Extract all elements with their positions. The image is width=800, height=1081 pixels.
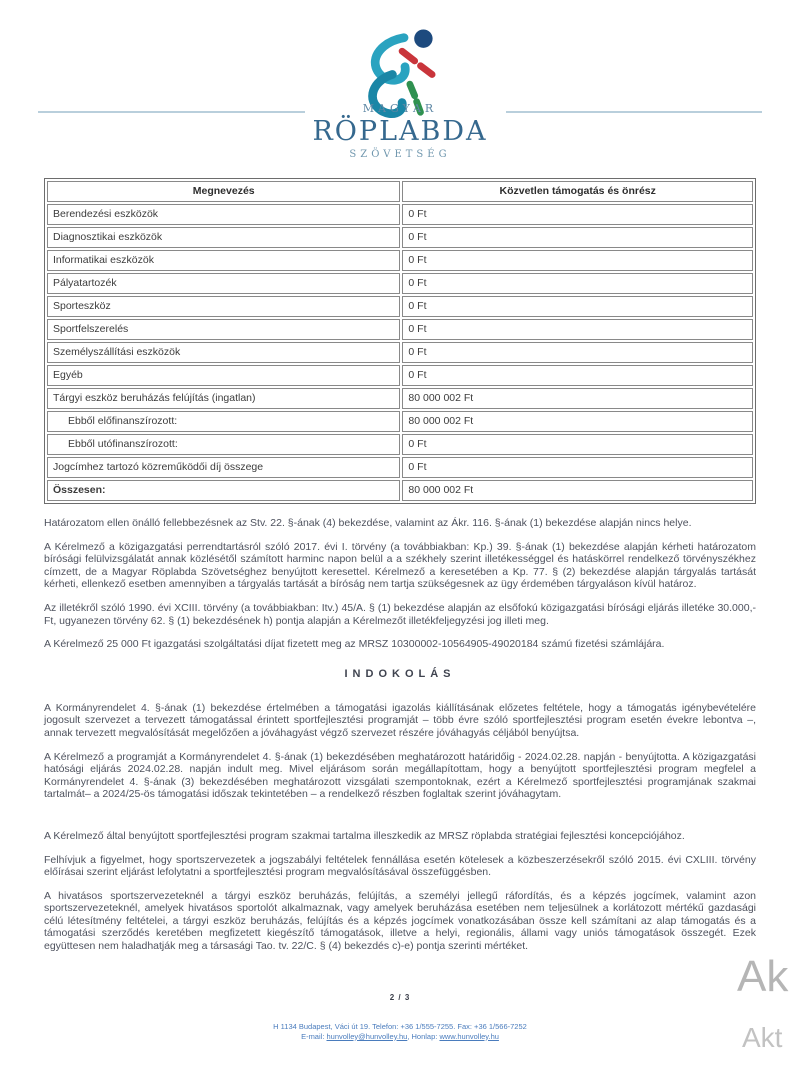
row-label: Diagnosztikai eszközök xyxy=(47,227,400,248)
table-header-row xyxy=(47,181,753,202)
paragraph-judicial-review: A Kérelmező a közigazgatási perrendtartásról szóló 2017. évi I. törvény (a továbbiakban: Kp.) 39. §-ának (1) bekezdése alapján kérheti határozatom bírósági felülvizsgálatát annak közlésétől számított harminc napon belül a a székhely szerint illetékességgel és hatáskörrel rendelkező törvényszékhez címzett, de a Magyar Röplabda Szövetséghez benyújtott keresettel. Kérelmező a keresetében a Kp. 77. § (2) bekezdése alapján tárgyalás tartását kérheti, ellenkező esetben amennyiben a tárgyalás tartását a bíróság nem tartja szükségesnek az ügy érdemében tárgyaláson kívül határoz. xyxy=(44,540,756,591)
logo-text-magyar: MAGYAR xyxy=(362,102,438,115)
paragraph-submission-deadline: A Kérelmező a programját a Kormányrendelet 4. §-ának (1) bekezdésében meghatározott határidőig - 2024.02.28. napján - benyújtotta. A közigazgatási hatósági eljárás 2024.02.28. napján indult meg. Mivel eljárásom során megállapítottam, hogy a benyújtott sportfejlesztési program megfelel a Kormányrendelet 4. §-ának (3) bekezdésében meghatározott vizsgálati szempontoknak, ezért a Kérelmező sportfejlesztési programjának szakmai tartalmát– a 2024/25-ös támogatási időszak tekintetében – a rendelkező részben foglaltak szerint jóváhagytam. xyxy=(44,750,756,801)
paragraph-fee-paid: A Kérelmező 25 000 Ft igazgatási szolgáltatási díjat fizetett meg az MRSZ 10300002-10564905-49020184 számú fizetési számlájára. xyxy=(44,638,665,651)
row-label: Sportfelszerelés xyxy=(47,319,400,340)
document-body xyxy=(44,517,756,953)
table-row xyxy=(47,457,753,478)
row-value: 0 Ft xyxy=(402,204,753,225)
row-label: Informatikai eszközök xyxy=(47,250,400,271)
row-value: 0 Ft xyxy=(402,365,753,386)
column-header-megnevezes: Megnevezés xyxy=(47,181,400,202)
table-row xyxy=(47,319,753,340)
paragraph-strategy-fit: A Kérelmező által benyújtott sportfejlesztési program szakmai tartalma illeszkedik az MRSZ röplabda stratégiai fejlesztési koncepciójához. xyxy=(44,829,685,842)
row-value: 80 000 002 Ft xyxy=(402,388,753,409)
footer-email-label: E-mail: xyxy=(301,1031,327,1041)
row-value: 80 000 002 Ft xyxy=(402,411,753,432)
row-label: Berendezési eszközök xyxy=(47,204,400,225)
table-row xyxy=(47,411,753,432)
row-label: Sporteszköz xyxy=(47,296,400,317)
paragraph-decree-condition: A Kormányrendelet 4. §-ának (1) bekezdése értelmében a támogatási igazolás kiállításának előzetes feltétele, hogy a támogatás igénybevételére jogosult szervezet a tervezett támogatással érintett sportfejlesztési programját – több évre szóló sportfejlesztési program esetén évekre lebontva –, annak tervezett megvalósítását megelőzően a jóváhagyást végző szervezet részére jóváhagyás céljából benyújtsa. xyxy=(44,701,756,739)
table-row xyxy=(47,250,753,271)
table-row xyxy=(47,342,753,363)
section-heading-indokolas: INDOKOLÁS xyxy=(344,667,456,680)
table-row xyxy=(47,273,753,294)
paragraph-duty: Az illetékről szóló 1990. évi XCIII. törvény (a továbbiakban: Itv.) 45/A. § (1) bekezdése alapján az elsőfokú közigazgatási bírósági eljárás illetéke 30.000,- Ft, ugyanezen törvény 62. § (1) bekezdésének h) pontja alapján a Kérelmezőt illetékfeljegyzési jog illeti meg. xyxy=(44,601,756,627)
row-label: Egyéb xyxy=(47,365,400,386)
row-label: Pályatartozék xyxy=(47,273,400,294)
table-row-total xyxy=(47,480,753,501)
row-value: 0 Ft xyxy=(402,457,753,478)
row-label: Ebből előfinanszírozott: xyxy=(47,411,400,432)
paragraph-appeal: Határozatom ellen önálló fellebbezésnek az Stv. 22. §-ának (4) bekezdése, valamint az Ákr. 116. §-ának (1) bekezdése alapján nincs helye. xyxy=(44,517,692,529)
grant-summary-table xyxy=(44,178,756,504)
row-value: 0 Ft xyxy=(402,296,753,317)
footer-contact-line xyxy=(0,1032,800,1042)
footer-email-link[interactable]: hunvolley@hunvolley.hu xyxy=(326,1031,408,1041)
table-row xyxy=(47,296,753,317)
page-number: 2 / 3 xyxy=(389,992,411,1002)
footer-address: H 1134 Budapest, Váci út 19. Telefon: +36 1/555-7255. Fax: +36 1/566-7252 xyxy=(273,1021,527,1031)
row-label: Személyszállítási eszközök xyxy=(47,342,400,363)
overlay-partial-text: Akt xyxy=(742,1022,783,1053)
overlay-partial-text: Ak xyxy=(737,952,789,1001)
table-row xyxy=(47,204,753,225)
document-footer xyxy=(0,1022,800,1042)
paragraph-procurement-notice: Felhívjuk a figyelmet, hogy sportszervezetek a jogszabályi feltételek fennállása esetén kötelesek a közbeszerzésekről szóló 2015. évi CXLIII. törvény előírásai szerint eljárást lefolytatni a sportfejlesztési program megvalósításával összefüggésben. xyxy=(44,853,756,879)
document-header xyxy=(0,0,800,178)
row-value: 0 Ft xyxy=(402,250,753,271)
table-row xyxy=(47,388,753,409)
footer-website-label: , Honlap: xyxy=(407,1031,440,1041)
table-row xyxy=(47,365,753,386)
row-value: 0 Ft xyxy=(402,434,753,455)
table-row xyxy=(47,434,753,455)
row-label: Ebből utófinanszírozott: xyxy=(47,434,400,455)
table-row xyxy=(47,227,753,248)
row-label: Összesen: xyxy=(47,480,400,501)
row-value: 80 000 002 Ft xyxy=(402,480,753,501)
logo-text-szovetseg: SZÖVETSÉG xyxy=(349,149,451,160)
row-value: 0 Ft xyxy=(402,273,753,294)
logo-text-roplabda: RÖPLABDA xyxy=(312,116,488,147)
column-header-tamogatas: Közvetlen támogatás és önrész xyxy=(402,181,753,202)
footer-website-link[interactable]: www.hunvolley.hu xyxy=(439,1031,499,1041)
row-value: 0 Ft xyxy=(402,342,753,363)
logo-wordmark xyxy=(0,102,800,160)
paragraph-professional-limits: A hivatásos sportszervezeteknél a tárgyi eszköz beruházás, felújítás, a személyi jellegű ráfordítás, és a képzés jogcímek, valamint azon sportszervezeteknél, amelyek hivatásos sportolót alkalmaznak, vagy amelyek beruházása esetében nem teljesülnek a korlátozott mértékű gazdasági célú létesítmény feltételei, a tárgyi eszköz beruházás, felújítás és a képzés jogcímek vonatkozásában össze kell számítani az alap támogatás és a támogatási szerződés keretében megfizetett kiegészítő támogatások, illetve a helyi, regionális, állami vagy uniós támogatások összegét. Ezek együttesen nem haladhatják meg a társasági Tao. tv. 22/C. § (4) bekezdés c)-e) pontja szerinti mértéket. xyxy=(44,889,756,953)
row-label: Tárgyi eszköz beruházás felújítás (ingatlan) xyxy=(47,388,400,409)
row-value: 0 Ft xyxy=(402,227,753,248)
row-label: Jogcímhez tartozó közreműködői díj összege xyxy=(47,457,400,478)
row-value: 0 Ft xyxy=(402,319,753,340)
